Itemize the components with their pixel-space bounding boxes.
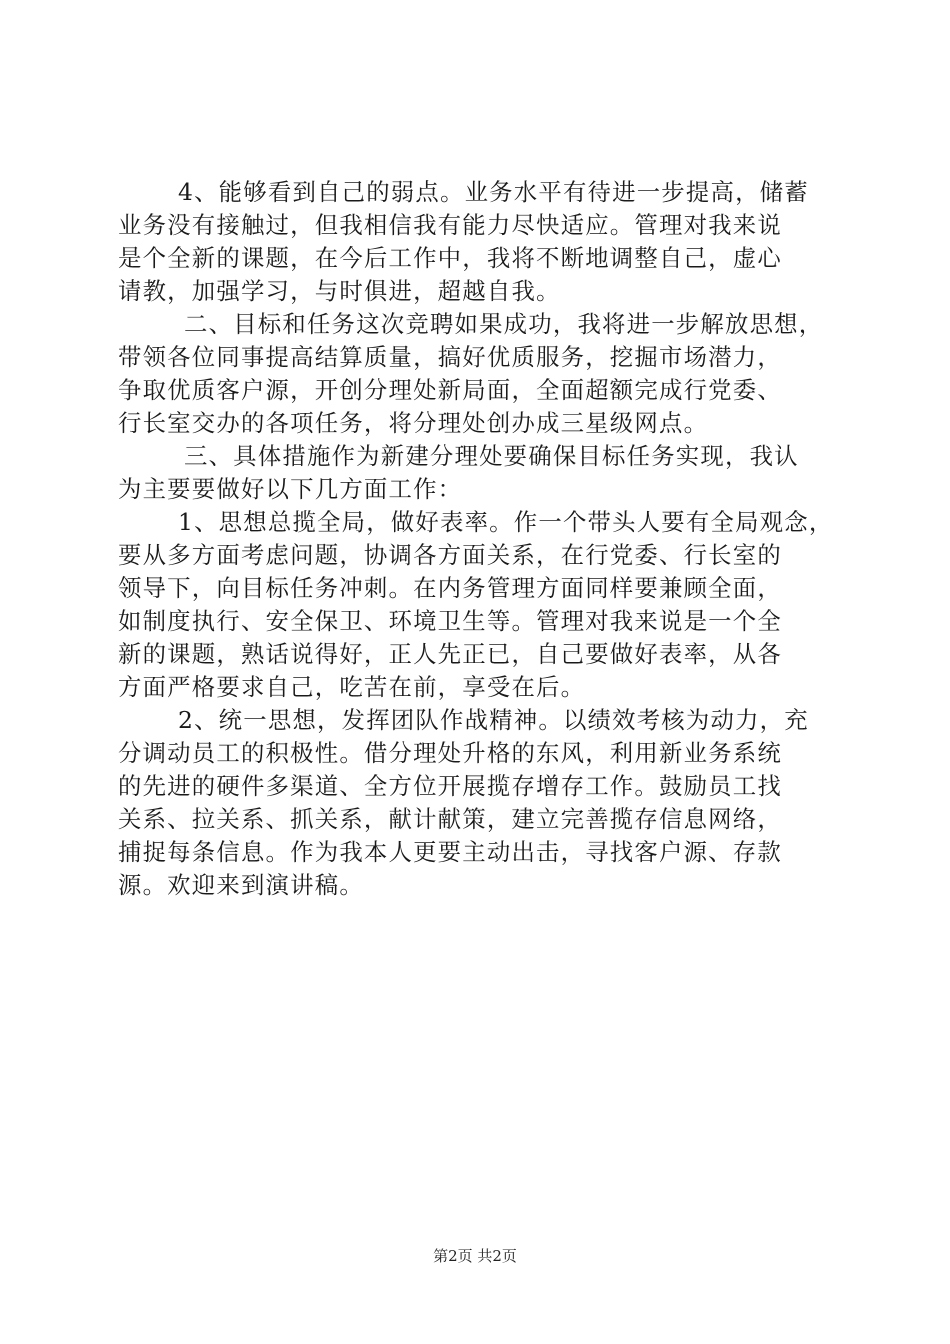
- paragraph-line: 的先进的硬件多渠道、全方位开展揽存增存工作。鼓励员工找: [118, 772, 782, 800]
- paragraph-line: 为主要要做好以下几方面工作：: [118, 475, 463, 503]
- paragraph-line: 带领各位同事提高结算质量，搞好优质服务，挖掘市场潜力，: [118, 343, 782, 371]
- paragraph-line: 源。欢迎来到演讲稿。: [118, 871, 364, 899]
- paragraph-line: 2、统一思想，发挥团队作战精神。以绩效考核为动力，充: [178, 706, 809, 734]
- paragraph-line: 三、具体措施作为新建分理处要确保目标任务实现，我认: [184, 442, 799, 470]
- paragraph-line: 新的课题，熟话说得好，正人先正已，自己要做好表率，从各: [118, 640, 782, 668]
- paragraph-line: 争取优质客户源，开创分理处新局面，全面超额完成行党委、: [118, 376, 782, 404]
- paragraph-line: 4、能够看到自己的弱点。业务水平有待进一步提高，储蓄: [178, 178, 809, 206]
- page-number-footer: 第2页 共2页: [433, 1247, 517, 1265]
- paragraph-line: 领导下，向目标任务冲刺。在内务管理方面同样要兼顾全面，: [118, 574, 782, 602]
- paragraph-line: 要从多方面考虑问题，协调各方面关系，在行党委、行长室的: [118, 541, 782, 569]
- paragraph-line: 如制度执行、安全保卫、环境卫生等。管理对我来说是一个全: [118, 607, 782, 635]
- paragraph-line: 分调动员工的积极性。借分理处升格的东风，利用新业务系统: [118, 739, 782, 767]
- paragraph-line: 请教，加强学习，与时俱进，超越自我。: [118, 277, 561, 305]
- paragraph-line: 二、目标和任务这次竞聘如果成功，我将进一步解放思想，: [184, 310, 824, 338]
- document-body: [118, 176, 834, 902]
- paragraph-line: 行长室交办的各项任务，将分理处创办成三星级网点。: [118, 409, 709, 437]
- paragraph-line: 捕捉每条信息。作为我本人更要主动出击，寻找客户源、存款: [118, 838, 782, 866]
- paragraph-line: 业务没有接触过，但我相信我有能力尽快适应。管理对我来说: [118, 211, 782, 239]
- paragraph-line: 1、思想总揽全局，做好表率。作一个带头人要有全局观念，: [178, 508, 834, 536]
- paragraph-line: 方面严格要求自己，吃苦在前，享受在后。: [118, 673, 586, 701]
- paragraph-line: 关系、拉关系、抓关系，献计献策，建立完善揽存信息网络，: [118, 805, 782, 833]
- paragraph-line: 是个全新的课题，在今后工作中，我将不断地调整自己，虚心: [118, 244, 782, 272]
